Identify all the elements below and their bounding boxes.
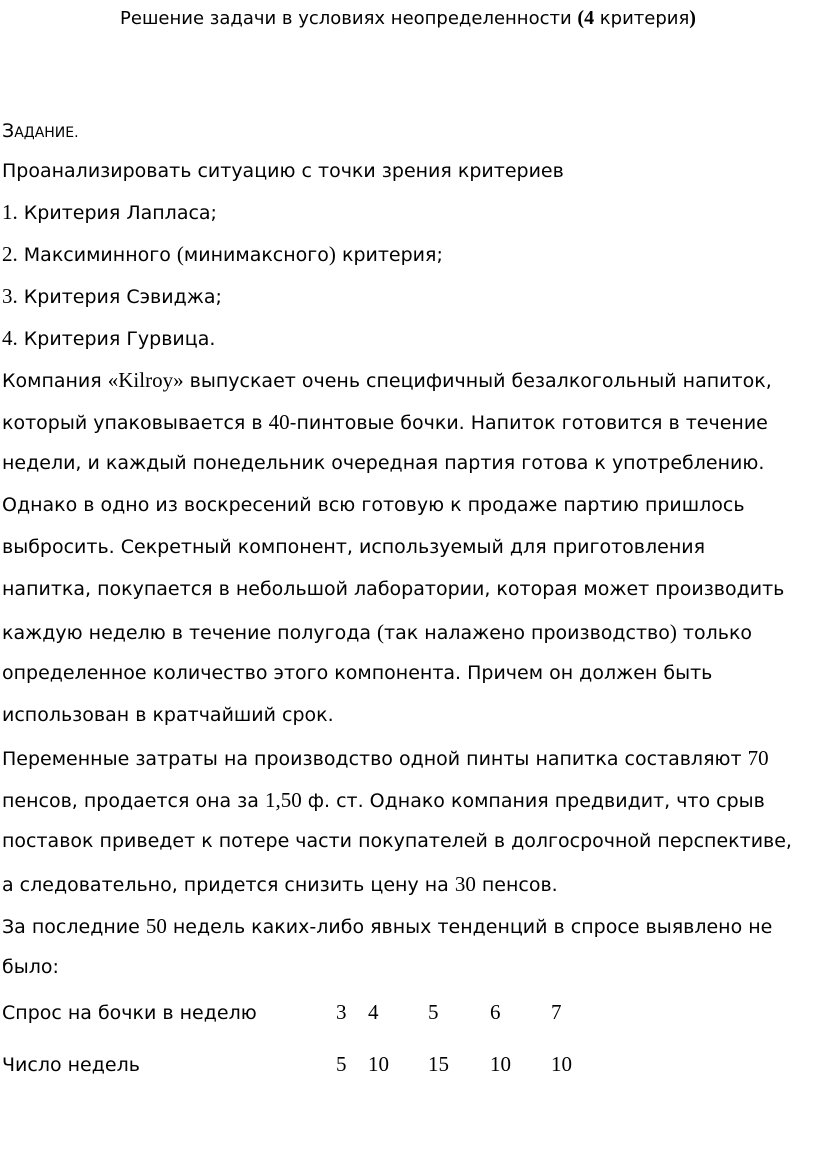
criterion-1 — [2, 200, 217, 225]
para2-l1a: Переменные затраты на производство одной пинты напитка составляют — [2, 748, 748, 770]
criterion-2-paren-close: ) — [328, 242, 336, 266]
demand-cell: 3 — [336, 1000, 347, 1024]
para1-l7a: каждую неделю в течение полугода — [2, 622, 378, 644]
criterion-4-text: Критерия Гурвица. — [17, 328, 216, 350]
para1-line4: Однако в одно из воскресений всю готовую к продаже партию пришлось — [2, 494, 745, 516]
criterion-3 — [2, 284, 222, 309]
para1-l1a: Компания — [2, 370, 108, 392]
para1-line2 — [2, 410, 768, 435]
title-suffix: критерия — [594, 8, 690, 29]
criterion-2-text2: минимаксного — [183, 244, 329, 266]
para1-l7-paren-open: ( — [377, 620, 385, 644]
para2-line4 — [2, 872, 558, 897]
barrel-size: 40 — [268, 410, 290, 434]
weeks-cell: 10 — [368, 1052, 389, 1076]
criterion-2-paren-open: ( — [176, 242, 184, 266]
para1-line1 — [2, 368, 772, 393]
para1-l2c: -пинтовые бочки. Напиток готовится в течение — [289, 412, 768, 434]
para2-line2 — [2, 788, 765, 813]
weeks-cell: 15 — [428, 1052, 449, 1076]
para1-l7e: только — [676, 622, 753, 644]
criterion-3-num: 3. — [2, 284, 18, 308]
para1-line5: выбросить. Секретный компонент, используемый для приготовления — [2, 536, 706, 558]
para3-l1a: За последние — [2, 916, 146, 938]
document-title — [0, 7, 816, 30]
demand-cell: 6 — [490, 1000, 501, 1024]
variable-cost: 70 — [747, 746, 769, 770]
para2-l4a: а следовательно, придется снизить цену на — [2, 874, 455, 896]
para2-l2c: ф. ст. Однако компания предвидит, что срыв — [301, 790, 765, 812]
para2-line1 — [2, 746, 769, 771]
criterion-2 — [2, 242, 443, 267]
demand-cell: 7 — [551, 1000, 562, 1024]
para1-l1c: выпускает очень специфичный безалкогольный напиток, — [183, 370, 772, 392]
weeks-row-label: Число недель — [2, 1054, 140, 1076]
weeks-cell: 10 — [490, 1052, 511, 1076]
title-open-paren: ( — [577, 7, 585, 29]
task-intro: Проанализировать ситуацию с точки зрения критериев — [2, 160, 564, 182]
title-number: 4 — [584, 7, 595, 29]
price-reduction: 30 — [454, 872, 476, 896]
criterion-1-text: Критерия Лапласа; — [17, 202, 217, 224]
para1-line8: определенное количество этого компонента. Причем он должен быть — [2, 662, 713, 684]
weeks-cell: 5 — [336, 1052, 347, 1076]
criterion-2-text3: критерия; — [335, 244, 443, 266]
demand-row-label: Спрос на бочки в неделю — [2, 1002, 257, 1024]
para2-l4c: пенсов. — [475, 874, 558, 896]
weeks-cell: 10 — [551, 1052, 572, 1076]
title-close-paren: ) — [689, 7, 696, 29]
demand-cell: 5 — [428, 1000, 439, 1024]
para3-line2: было: — [2, 956, 59, 978]
para1-line7 — [2, 620, 752, 645]
criterion-4 — [2, 326, 215, 351]
task-heading-rest: АДАНИЕ. — [14, 125, 79, 141]
para1-l7c: так налажено производство — [384, 622, 670, 644]
para3-l1c: недель каких-либо явных тенденций в спросе выявлено не — [166, 916, 773, 938]
demand-cell: 4 — [368, 1000, 379, 1024]
para1-line9: использован в кратчайший срок. — [2, 704, 334, 726]
para1-l7-paren-close: ) — [669, 620, 677, 644]
criterion-2-num: 2. — [2, 242, 18, 266]
criterion-1-num: 1. — [2, 200, 18, 224]
task-heading-first: З — [2, 120, 15, 142]
para2-l2a: пенсов, продается она за — [2, 790, 265, 812]
para1-line3: недели, и каждый понедельник очередная партия готова к употреблению. — [2, 452, 765, 474]
para1-line6: напитка, покупается в небольшой лаборатории, которая может производить — [2, 578, 785, 600]
criterion-2-text: Максиминного — [17, 244, 177, 266]
para3-line1 — [2, 914, 772, 939]
para2-line3: поставок приведет к потере части покупателей в долгосрочной перспективе, — [2, 830, 792, 852]
weeks-count: 50 — [145, 914, 167, 938]
task-heading — [2, 120, 79, 142]
sale-price: 1,50 — [264, 788, 302, 812]
criterion-4-num: 4. — [2, 326, 18, 350]
para1-l2a: который упаковывается в — [2, 412, 269, 434]
company-name: «Kilroy» — [107, 368, 184, 392]
title-prefix: Решение задачи в условиях неопределенности — [120, 8, 578, 29]
criterion-3-text: Критерия Сэвиджа; — [17, 286, 222, 308]
